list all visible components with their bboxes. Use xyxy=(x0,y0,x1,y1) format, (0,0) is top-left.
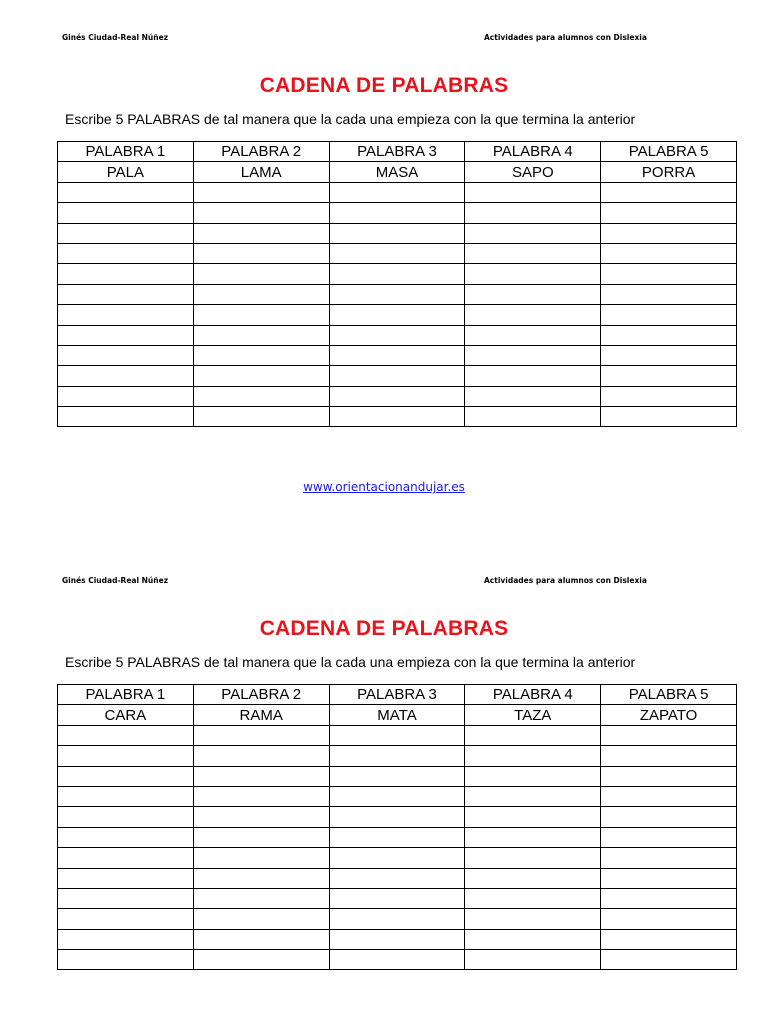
answer-cell[interactable] xyxy=(465,909,601,929)
example-word: ZAPATO xyxy=(601,705,737,725)
answer-cell[interactable] xyxy=(58,929,194,949)
answer-row xyxy=(58,203,737,223)
answer-cell[interactable] xyxy=(329,284,465,304)
column-header: PALABRA 1 xyxy=(58,142,194,162)
page-title: CADENA DE PALABRAS xyxy=(259,74,509,97)
answer-cell[interactable] xyxy=(601,345,737,365)
answer-cell[interactable] xyxy=(465,284,601,304)
answer-cell[interactable] xyxy=(193,746,329,766)
answer-row xyxy=(58,909,737,929)
answer-cell[interactable] xyxy=(193,950,329,970)
answer-cell[interactable] xyxy=(193,223,329,243)
answer-cell[interactable] xyxy=(193,786,329,806)
answer-cell[interactable] xyxy=(193,868,329,888)
answer-cell[interactable] xyxy=(58,366,194,386)
answer-cell[interactable] xyxy=(601,827,737,847)
answer-cell[interactable] xyxy=(465,888,601,908)
example-word: RAMA xyxy=(193,705,329,725)
answer-cell[interactable] xyxy=(329,868,465,888)
answer-cell[interactable] xyxy=(58,746,194,766)
instruction-text: Escribe 5 PALABRAS de tal manera que la cada una empieza con la que termina la anterior xyxy=(65,111,636,127)
answer-cell[interactable] xyxy=(601,366,737,386)
answer-row xyxy=(58,345,737,365)
answer-cell[interactable] xyxy=(601,264,737,284)
answer-cell[interactable] xyxy=(193,888,329,908)
answer-cell[interactable] xyxy=(601,909,737,929)
answer-row xyxy=(58,386,737,406)
answer-cell[interactable] xyxy=(193,284,329,304)
answer-cell[interactable] xyxy=(58,786,194,806)
answer-cell[interactable] xyxy=(601,407,737,427)
answer-cell[interactable] xyxy=(193,243,329,263)
header-author: Ginés Ciudad-Real Núñez xyxy=(62,576,169,585)
answer-cell[interactable] xyxy=(465,827,601,847)
instruction-text: Escribe 5 PALABRAS de tal manera que la cada una empieza con la que termina la anterior xyxy=(65,654,636,670)
answer-cell[interactable] xyxy=(58,848,194,868)
answer-cell[interactable] xyxy=(58,888,194,908)
answer-cell[interactable] xyxy=(465,807,601,827)
answer-cell[interactable] xyxy=(58,203,194,223)
answer-cell[interactable] xyxy=(465,766,601,786)
answer-cell[interactable] xyxy=(193,305,329,325)
answer-cell[interactable] xyxy=(329,325,465,345)
column-header: PALABRA 3 xyxy=(329,142,465,162)
answer-cell[interactable] xyxy=(193,345,329,365)
column-header: PALABRA 5 xyxy=(601,142,737,162)
answer-cell[interactable] xyxy=(58,182,194,202)
answer-cell[interactable] xyxy=(58,909,194,929)
column-header: PALABRA 4 xyxy=(465,685,601,705)
column-header: PALABRA 3 xyxy=(329,685,465,705)
answer-row xyxy=(58,366,737,386)
example-word: LAMA xyxy=(193,162,329,182)
header-subject: Actividades para alumnos con Dislexia xyxy=(484,33,647,42)
answer-row xyxy=(58,766,737,786)
answer-cell[interactable] xyxy=(329,203,465,223)
answer-row xyxy=(58,807,737,827)
answer-cell[interactable] xyxy=(58,386,194,406)
answer-cell[interactable] xyxy=(193,366,329,386)
answer-cell[interactable] xyxy=(193,407,329,427)
example-word: MATA xyxy=(329,705,465,725)
answer-cell[interactable] xyxy=(465,366,601,386)
answer-cell[interactable] xyxy=(601,182,737,202)
answer-cell[interactable] xyxy=(465,386,601,406)
answer-row xyxy=(58,264,737,284)
answer-cell[interactable] xyxy=(465,868,601,888)
answer-row xyxy=(58,786,737,806)
answer-cell[interactable] xyxy=(58,868,194,888)
answer-row xyxy=(58,929,737,949)
answer-row xyxy=(58,325,737,345)
answer-cell[interactable] xyxy=(329,386,465,406)
table-header-row xyxy=(58,142,737,162)
answer-cell[interactable] xyxy=(58,223,194,243)
website-link[interactable]: www.orientacionandujar.es xyxy=(303,480,465,494)
table-header-row xyxy=(58,685,737,705)
answer-cell[interactable] xyxy=(58,325,194,345)
answer-row xyxy=(58,848,737,868)
answer-row xyxy=(58,284,737,304)
answer-cell[interactable] xyxy=(193,182,329,202)
answer-cell[interactable] xyxy=(601,305,737,325)
answer-cell[interactable] xyxy=(465,746,601,766)
answer-cell[interactable] xyxy=(193,325,329,345)
answer-cell[interactable] xyxy=(465,929,601,949)
answer-cell[interactable] xyxy=(329,909,465,929)
answer-cell[interactable] xyxy=(601,223,737,243)
answer-cell[interactable] xyxy=(465,786,601,806)
example-word: CARA xyxy=(58,705,194,725)
answer-cell[interactable] xyxy=(193,929,329,949)
answer-cell[interactable] xyxy=(601,868,737,888)
answer-cell[interactable] xyxy=(601,325,737,345)
answer-cell[interactable] xyxy=(329,807,465,827)
answer-cell[interactable] xyxy=(465,950,601,970)
answer-row xyxy=(58,243,737,263)
answer-cell[interactable] xyxy=(329,182,465,202)
answer-cell[interactable] xyxy=(58,725,194,745)
answer-cell[interactable] xyxy=(601,929,737,949)
answer-cell[interactable] xyxy=(465,725,601,745)
answer-cell[interactable] xyxy=(601,725,737,745)
answer-cell[interactable] xyxy=(465,407,601,427)
word-chain-table xyxy=(57,141,737,427)
answer-cell[interactable] xyxy=(601,807,737,827)
answer-cell[interactable] xyxy=(601,950,737,970)
answer-cell[interactable] xyxy=(465,203,601,223)
answer-cell[interactable] xyxy=(329,786,465,806)
answer-cell[interactable] xyxy=(465,345,601,365)
answer-cell[interactable] xyxy=(58,407,194,427)
answer-cell[interactable] xyxy=(601,888,737,908)
answer-cell[interactable] xyxy=(58,766,194,786)
answer-cell[interactable] xyxy=(601,243,737,263)
answer-cell[interactable] xyxy=(193,909,329,929)
example-word: MASA xyxy=(329,162,465,182)
answer-cell[interactable] xyxy=(329,243,465,263)
answer-cell[interactable] xyxy=(465,848,601,868)
answer-cell[interactable] xyxy=(329,888,465,908)
answer-cell[interactable] xyxy=(329,345,465,365)
answer-row xyxy=(58,182,737,202)
answer-cell[interactable] xyxy=(329,746,465,766)
answer-cell[interactable] xyxy=(58,807,194,827)
word-chain-table xyxy=(57,684,737,970)
answer-cell[interactable] xyxy=(329,305,465,325)
column-header: PALABRA 2 xyxy=(193,142,329,162)
column-header: PALABRA 5 xyxy=(601,685,737,705)
answer-cell[interactable] xyxy=(601,386,737,406)
example-word: TAZA xyxy=(465,705,601,725)
answer-cell[interactable] xyxy=(329,264,465,284)
answer-cell[interactable] xyxy=(465,243,601,263)
header-subject: Actividades para alumnos con Dislexia xyxy=(484,576,647,585)
answer-cell[interactable] xyxy=(465,325,601,345)
answer-cell[interactable] xyxy=(465,223,601,243)
answer-cell[interactable] xyxy=(601,786,737,806)
answer-cell[interactable] xyxy=(58,305,194,325)
example-word: PALA xyxy=(58,162,194,182)
header-author: Ginés Ciudad-Real Núñez xyxy=(62,33,169,42)
answer-row xyxy=(58,725,737,745)
answer-cell[interactable] xyxy=(193,264,329,284)
answer-cell[interactable] xyxy=(58,264,194,284)
column-header: PALABRA 4 xyxy=(465,142,601,162)
answer-cell[interactable] xyxy=(601,746,737,766)
answer-cell[interactable] xyxy=(329,366,465,386)
answer-cell[interactable] xyxy=(58,284,194,304)
answer-cell[interactable] xyxy=(193,848,329,868)
answer-row xyxy=(58,407,737,427)
answer-row xyxy=(58,746,737,766)
answer-cell[interactable] xyxy=(193,386,329,406)
answer-cell[interactable] xyxy=(601,848,737,868)
answer-cell[interactable] xyxy=(58,950,194,970)
answer-cell[interactable] xyxy=(58,345,194,365)
answer-cell[interactable] xyxy=(329,725,465,745)
answer-cell[interactable] xyxy=(193,807,329,827)
answer-row xyxy=(58,223,737,243)
answer-cell[interactable] xyxy=(58,243,194,263)
column-header: PALABRA 1 xyxy=(58,685,194,705)
answer-cell[interactable] xyxy=(601,203,737,223)
answer-row xyxy=(58,827,737,847)
answer-cell[interactable] xyxy=(193,203,329,223)
answer-cell[interactable] xyxy=(329,929,465,949)
column-header: PALABRA 2 xyxy=(193,685,329,705)
answer-cell[interactable] xyxy=(465,264,601,284)
example-word: SAPO xyxy=(465,162,601,182)
answer-cell[interactable] xyxy=(193,766,329,786)
answer-cell[interactable] xyxy=(329,848,465,868)
answer-cell[interactable] xyxy=(465,182,601,202)
answer-cell[interactable] xyxy=(329,766,465,786)
answer-row xyxy=(58,305,737,325)
answer-cell[interactable] xyxy=(329,950,465,970)
answer-cell[interactable] xyxy=(329,827,465,847)
answer-row xyxy=(58,888,737,908)
answer-cell[interactable] xyxy=(601,766,737,786)
answer-cell[interactable] xyxy=(601,284,737,304)
example-row xyxy=(58,705,737,725)
example-row xyxy=(58,162,737,182)
answer-cell[interactable] xyxy=(193,827,329,847)
answer-cell[interactable] xyxy=(58,827,194,847)
answer-cell[interactable] xyxy=(329,407,465,427)
answer-cell[interactable] xyxy=(329,223,465,243)
answer-cell[interactable] xyxy=(465,305,601,325)
example-word: PORRA xyxy=(601,162,737,182)
page-title: CADENA DE PALABRAS xyxy=(259,617,509,640)
answer-row xyxy=(58,868,737,888)
answer-row xyxy=(58,950,737,970)
answer-cell[interactable] xyxy=(193,725,329,745)
